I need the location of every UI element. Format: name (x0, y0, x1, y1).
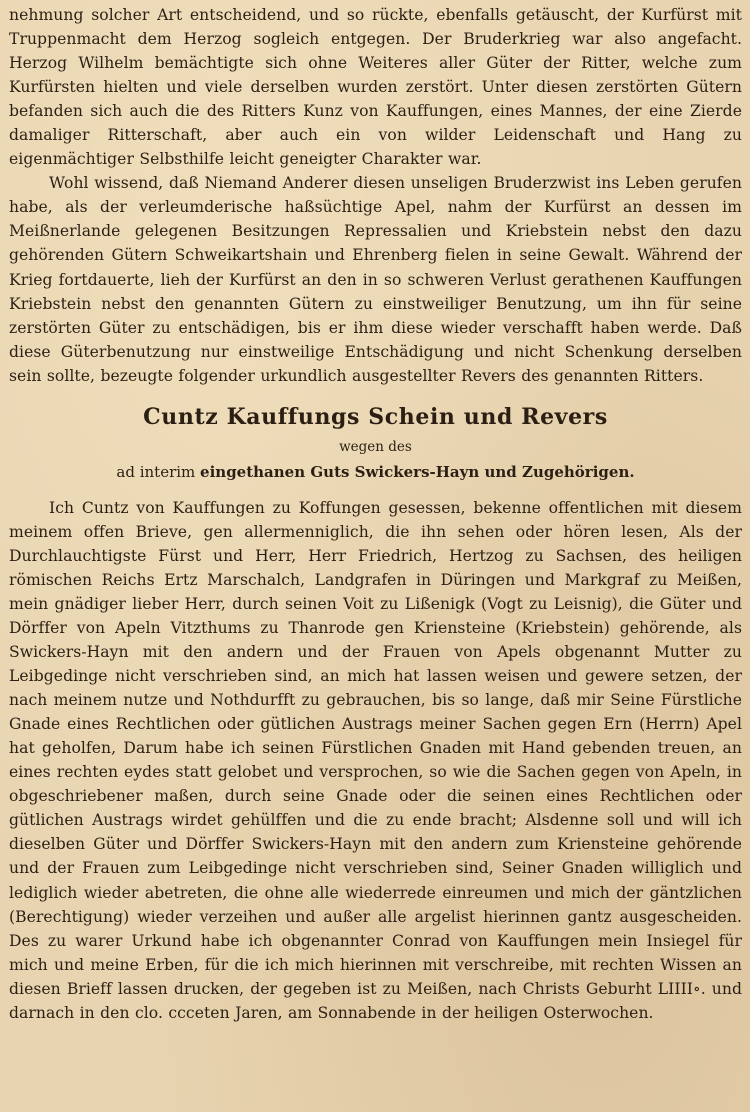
document-subheading-line-1: wegen des (339, 438, 412, 455)
subheading-prefix: ad interim (116, 462, 201, 481)
charter-text (9, 496, 742, 1025)
body-text (9, 3, 742, 388)
subheading-bold-text: eingethanen Guts Swickers-Hayn und Zugehörigen. (200, 462, 635, 481)
paragraph-charter: Ich Cuntz von Kauffungen zu Koffungen gesessen, bekenne offentlichen mit diesem meinem offen Brieve, gen allermenniglich, die ihn sehen oder hören lesen, Als der Durchlauchtigste Fürst und Herr, Herr Friedrich, Hertzog zu Sachsen, des heiligen römischen Reichs Ertz Marschalch, Landgrafen in Düringen und Markgraf zu Meißen, mein gnädiger lieber Herr, durch seinen Voit zu Lißenigk (Vogt zu Leisnig), die Güter und Dörffer von Apeln Vitzthums zu Thanrode gen Kriensteine (Kriebstein) gehörende, als Swickers-Hayn mit den andern und der Frauen von Apels obgenannt Mutter zu Leibgedinge nicht verschrieben sind, an mich hat lassen weisen und gewere setzen, der nach meinem nutze und Nothdurfft zu gebrauchen, bis so lange, daß mir Seine Fürstliche Gnade eines Rechtlichen oder gütlichen Austrags meiner Sachen gegen Ern (Herrn) Apel hat geholfen, Darum habe ich seinen Fürstlichen Gnaden mit Hand gebenden treuen, an eines rechten eydes statt gelobet und versprochen, so wie die Sachen gegen von Apeln, in obgeschriebener maßen, durch seine Gnade oder die seinen eines Rechtlichen oder gütlichen Austrags wirdet gehülffen und die zu ende bracht; Alsdenne soll und will ich dieselben Güter und Dörffer Swickers-Hayn mit den andern zum Kriensteine gehörende und der Frauen zum Leibgedinge nicht verschrieben sind, Seiner Gnaden williglich und lediglich wieder abetreten, die ohne alle wiederrede einreumen und mich der gäntzlichen (Berechtigung) wieder verzeihen und außer alle argelist hierinnen gantz ausgescheiden. Des zu warer Urkund habe ich obgenannter Conrad von Kauffungen mein Insiegel für mich und meine Erben, für die ich mich hierinnen mit verschreibe, mit rechten Wissen an diesen Brieff lassen drucken, der gegeben ist zu Meißen, nach Christs Geburht LIIII∘. und darnach in den clo. ccceten Jaren, am Sonnabende in der heiligen Osterwochen. (9, 498, 742, 1022)
document-subheading-line-2 (9, 460, 742, 484)
paragraph-continuation: nehmung solcher Art entscheidend, und so rückte, ebenfalls getäuscht, der Kurfürst mit Truppenmacht dem Herzog sogleich entgegen. Der Bruderkrieg war also angefacht. Herzog Wilhelm bemächtigte sich ohne Weiteres aller Güter der Ritter, welche zum Kurfürsten hielten und viele derselben wurden zerstört. Unter diesen zerstörten Gütern befanden sich auch die des Ritters Kunz von Kauffungen, eines Mannes, der eine Zierde damaliger Ritterschaft, aber auch ein von wilder Leidenschaft und Hang zu eigenmächtiger Selbsthilfe leicht geneigter Charakter war. (9, 6, 742, 169)
paragraph-elector-repressalien: Wohl wissend, daß Niemand Anderer diesen unseligen Bruderzwist ins Leben gerufen habe, als der verleumderische haßsüchtige Apel, nahm der Kurfürst an dessen im Meißnerlande gelegenen Besitzungen Repressalien und Kriebstein nebst den dazu gehörenden Gütern Schweikartshain und Ehrenberg fielen in seine Gewalt. Während der Krieg fortdauerte, lieh der Kurfürst an den in so schweren Verlust gerathenen Kauffungen Kriebstein nebst den genannten Gütern zu einstweiliger Benutzung, um ihn für seine zerstörten Güter zu entschädigen, bis er ihm diese wieder verschafft haben werde. Daß diese Güterbenutzung nur einstweilige Entschädigung und nicht Schenkung derselben sein sollte, bezeugte folgender urkundlich ausgestellter Revers des genannten Ritters. (9, 174, 742, 385)
document-heading: Cuntz Kauffungs Schein und Revers (143, 403, 608, 430)
